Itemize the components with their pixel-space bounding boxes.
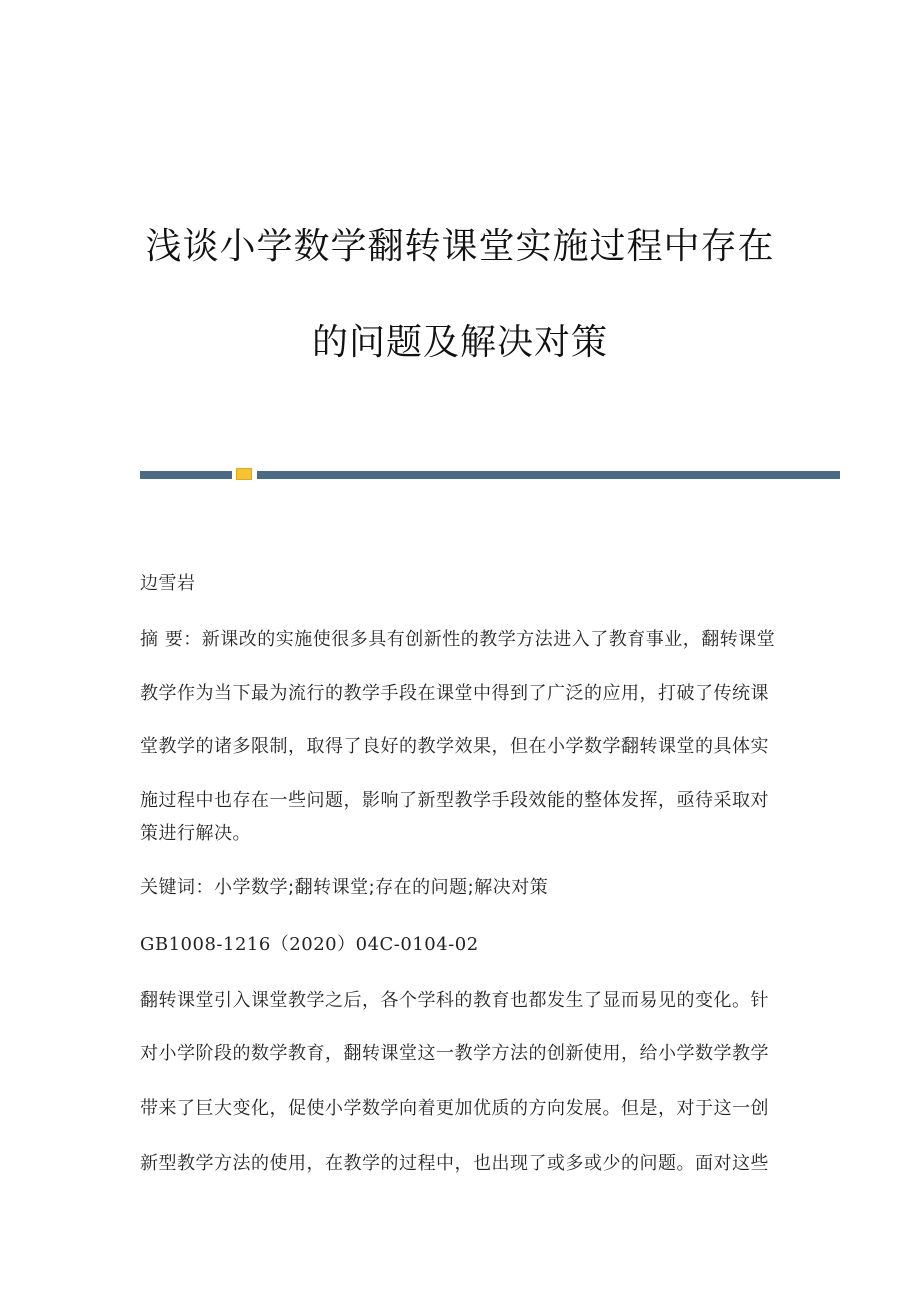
divider-bar-right [257,471,840,479]
author: 边雪岩 [140,573,196,594]
abstract-line: 堂教学的诸多限制，取得了良好的教学效果，但在小学数学翻转课堂的具体实 [140,736,769,757]
body-line: 翻转课堂引入课堂教学之后，各个学科的教育也都发生了显而易见的变化。针 [140,990,769,1011]
body-line: 带来了巨大变化，促使小学数学向着更加优质的方向发展。但是，对于这一创 [140,1098,769,1119]
body-line: 对小学阶段的数学教育，翻转课堂这一教学方法的创新使用，给小学数学教学 [140,1043,769,1064]
title-line-1: 浅谈小学数学翻转课堂实施过程中存在 [145,226,775,267]
divider-bar-left [140,471,232,479]
abstract-line: 教学作为当下最为流行的教学手段在课堂中得到了广泛的应用，打破了传统课 [140,683,769,704]
abstract-line: 施过程中也存在一些问题，影响了新型教学手段效能的整体发挥，亟待采取对 [140,790,769,811]
keywords: 关键词：小学数学;翻转课堂;存在的问题;解决对策 [140,877,549,898]
title-line-2: 的问题及解决对策 [311,322,608,363]
envelope-icon [236,468,252,480]
body-line: 新型教学方法的使用，在教学的过程中，也出现了或多或少的问题。面对这些 [140,1153,769,1174]
classification-code: GB1008-1216（2020）04C-0104-02 [140,934,479,955]
abstract-line: 策进行解决。 [140,823,251,844]
abstract-line: 摘 要：新课改的实施使很多具有创新性的教学方法进入了教育事业，翻转课堂 [140,629,776,650]
